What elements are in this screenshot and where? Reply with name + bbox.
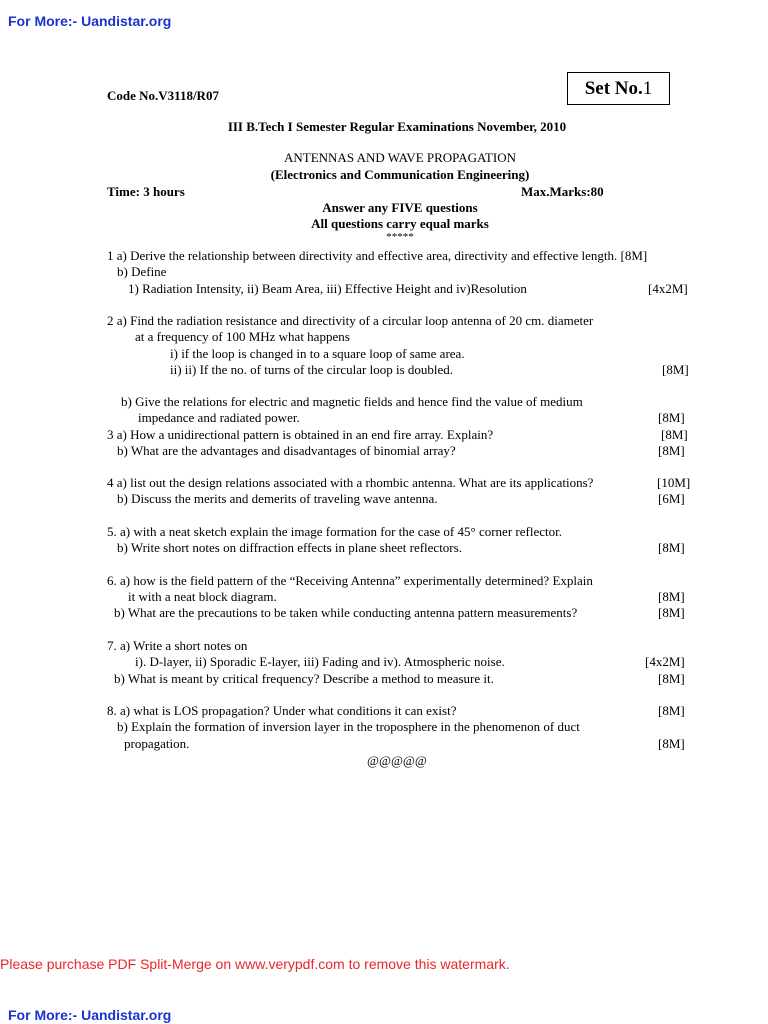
branch-name: (Electronics and Communication Engineering) — [270, 167, 530, 182]
paper-code: Code No.V3118/R07 — [107, 88, 219, 103]
question-5b: b) Write short notes on diffraction effects in plane sheet reflectors. — [117, 540, 462, 555]
question-6a-cont: it with a neat block diagram. — [128, 589, 277, 604]
top-site-link[interactable]: For More:- Uandistar.org — [8, 13, 172, 29]
question-7a: 7. a) Write a short notes on — [107, 638, 248, 653]
exam-time: Time: 3 hours — [107, 184, 185, 199]
question-8b: b) Explain the formation of inversion layer in the troposphere in the phenomenon of duct — [117, 719, 580, 734]
stars-separator: ***** — [386, 231, 414, 243]
marks-2b: [8M] — [658, 410, 685, 425]
question-8a: 8. a) what is LOS propagation? Under what conditions it can exist? — [107, 703, 457, 718]
marks-5: [8M] — [658, 540, 685, 555]
watermark-notice: Please purchase PDF Split-Merge on www.verypdf.com to remove this watermark. — [0, 956, 510, 972]
question-2b: b) Give the relations for electric and magnetic fields and hence find the value of medium — [121, 394, 583, 409]
end-of-paper-mark: @@@@@ — [367, 753, 427, 768]
instruction-answer-five: Answer any FIVE questions — [322, 200, 478, 215]
question-1b-items: 1) Radiation Intensity, ii) Beam Area, iii) Effective Height and iv)Resolution — [128, 281, 527, 296]
marks-7a: [4x2M] — [645, 654, 685, 669]
question-5a: 5. a) with a neat sketch explain the image formation for the case of 45° corner reflector. — [107, 524, 562, 539]
set-label: Set No. — [584, 77, 643, 99]
subject-title: ANTENNAS AND WAVE PROPAGATION — [284, 150, 516, 165]
question-4a: 4 a) list out the design relations associated with a rhombic antenna. What are its applications? — [107, 475, 594, 490]
marks-4b: [6M] — [658, 491, 685, 506]
question-2b-cont: impedance and radiated power. — [138, 410, 300, 425]
exam-title: III B.Tech I Semester Regular Examinations November, 2010 — [227, 119, 567, 134]
question-6a: 6. a) how is the field pattern of the “Receiving Antenna” experimentally determined? Explain — [107, 573, 593, 588]
question-1b: b) Define — [117, 264, 167, 279]
marks-8a: [8M] — [658, 703, 685, 718]
question-8b-cont: propagation. — [124, 736, 190, 751]
marks-7b: [8M] — [658, 671, 685, 686]
instruction-equal-marks: All questions carry equal marks — [311, 216, 489, 231]
question-7a-items: i). D-layer, ii) Sporadic E-layer, iii) Fading and iv). Atmospheric noise. — [135, 654, 505, 669]
marks-4a: [10M] — [657, 475, 691, 490]
marks-6a: [8M] — [658, 589, 685, 604]
marks-2a: [8M] — [662, 362, 689, 377]
question-4b: b) Discuss the merits and demerits of traveling wave antenna. — [117, 491, 438, 506]
marks-3b: [8M] — [658, 443, 685, 458]
question-2a-i: i) if the loop is changed in to a square loop of same area. — [170, 346, 465, 361]
max-marks: Max.Marks:80 — [521, 184, 604, 199]
marks-8b: [8M] — [658, 736, 685, 751]
marks-6b: [8M] — [658, 605, 685, 620]
marks-3a: [8M] — [661, 427, 688, 442]
question-6b: b) What are the precautions to be taken while conducting antenna pattern measurements? — [114, 605, 578, 620]
question-2a: 2 a) Find the radiation resistance and directivity of a circular loop antenna of 20 cm. diameter — [107, 313, 594, 328]
question-7b: b) What is meant by critical frequency? Describe a method to measure it. — [114, 671, 494, 686]
set-number: 1 — [642, 77, 653, 99]
question-2a-cont: at a frequency of 100 MHz what happens — [135, 329, 350, 344]
set-number-box — [567, 72, 670, 105]
bottom-site-link[interactable]: For More:- Uandistar.org — [8, 1007, 172, 1023]
question-2a-ii: ii) ii) If the no. of turns of the circular loop is doubled. — [170, 362, 454, 377]
question-3b: b) What are the advantages and disadvantages of binomial array? — [117, 443, 456, 458]
question-3a: 3 a) How a unidirectional pattern is obtained in an end fire array. Explain? — [107, 427, 494, 442]
marks-1b: [4x2M] — [648, 281, 688, 296]
question-1a: 1 a) Derive the relationship between directivity and effective area, directivity and effective length. [8M] — [107, 248, 648, 263]
